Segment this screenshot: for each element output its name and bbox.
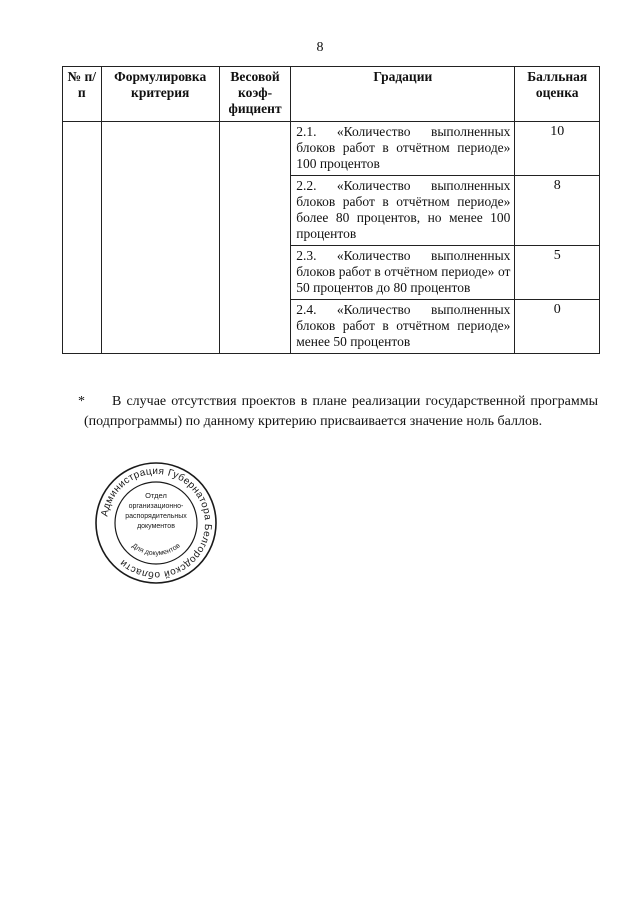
- score-cell: 10: [515, 122, 600, 176]
- footnote-text: В случае отсутствия проектов в плане реализации государственной программы (подпрограммы) по данному критерию присваивается значение ноль баллов.: [84, 394, 598, 429]
- criteria-table: [62, 66, 600, 354]
- stamp-bottom-text: Для документов: [130, 542, 182, 558]
- header-score: Балльная оценка: [515, 67, 600, 122]
- gradation-cell: 2.1. «Количество выполненных блоков работ в отчётном периоде» 100 процентов: [291, 122, 515, 176]
- stamp-ring-text: Администрация Губернатора Белгородской области: [99, 465, 214, 581]
- footnote: [78, 392, 598, 432]
- score-cell: 5: [515, 246, 600, 300]
- formulation-cell: [101, 122, 219, 354]
- header-formulation: Формулировка критерия: [101, 67, 219, 122]
- score-cell: 8: [515, 176, 600, 246]
- header-weight: Весовой коэф-фициент: [219, 67, 290, 122]
- footnote-marker: *: [78, 394, 85, 409]
- stamp-center-line-3: распорядительных: [125, 513, 187, 520]
- svg-text:Для документов: [130, 542, 181, 557]
- weight-cell: [219, 122, 290, 354]
- header-num: № п/п: [63, 67, 102, 122]
- table-row: [63, 122, 600, 176]
- stamp-center-line-2: организационно-: [128, 503, 184, 510]
- num-cell: [63, 122, 102, 354]
- stamp-center-line-4: документов: [137, 523, 175, 530]
- gradation-cell: 2.2. «Количество выполненных блоков работ в отчётном периоде» более 80 процентов, но менее 100 процентов: [291, 176, 515, 246]
- header-gradations: Градации: [291, 67, 515, 122]
- page-number: 8: [316, 40, 324, 55]
- stamp-center-line-1: Отдел: [145, 491, 167, 500]
- official-stamp: [93, 460, 219, 586]
- gradation-cell: 2.4. «Количество выполненных блоков работ в отчётном периоде» менее 50 процентов: [291, 300, 515, 354]
- score-cell: 0: [515, 300, 600, 354]
- gradation-cell: 2.3. «Количество выполненных блоков работ в отчётном периоде» от 50 процентов до 80 процентов: [291, 246, 515, 300]
- table-header-row: [63, 67, 600, 122]
